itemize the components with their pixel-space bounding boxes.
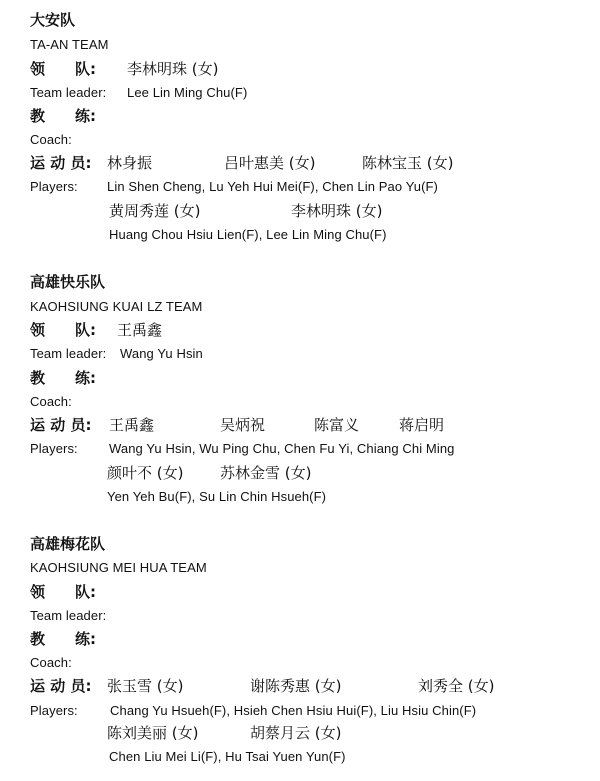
players-label-zh: 运 动 员: xyxy=(30,677,92,695)
players-en-row2: Yen Yeh Bu(F), Su Lin Chin Hsueh(F) xyxy=(107,489,327,504)
players-label-zh: 运 动 员: xyxy=(30,154,92,172)
players-label-en: Players: xyxy=(30,441,78,456)
players-en-row2: Huang Chou Hsiu Lien(F), Lee Lin Ming Chu(F) xyxy=(109,227,387,242)
coach-label-en: Coach: xyxy=(30,394,72,409)
leader-name-en: Wang Yu Hsin xyxy=(120,346,203,361)
player-zh: 苏林金雪 (女) xyxy=(220,464,312,482)
player-zh: 陈富义 xyxy=(314,416,360,434)
team-title-zh: 高雄梅花队 xyxy=(30,535,106,553)
player-zh: 李林明珠 (女) xyxy=(291,202,383,220)
players-en-row2: Chen Liu Mei Li(F), Hu Tsai Yuen Yun(F) xyxy=(109,749,346,764)
player-zh: 刘秀全 (女) xyxy=(418,677,495,695)
coach-label-en: Coach: xyxy=(30,132,72,147)
coach-label-en: Coach: xyxy=(30,655,72,670)
player-zh: 黄周秀莲 (女) xyxy=(109,202,201,220)
players-en-row1: Lin Shen Cheng, Lu Yeh Hui Mei(F), Chen Lin Pao Yu(F) xyxy=(107,179,438,194)
players-label-zh: 运 动 员: xyxy=(30,416,92,434)
team-title-zh: 大安队 xyxy=(30,11,76,29)
player-zh: 张玉雪 (女) xyxy=(107,677,184,695)
leader-name-en: Lee Lin Ming Chu(F) xyxy=(127,85,248,100)
players-en-row1: Wang Yu Hsin, Wu Ping Chu, Chen Fu Yi, Chiang Chi Ming xyxy=(109,441,455,456)
coach-label-zh: 教 练: xyxy=(30,630,96,648)
coach-label-zh: 教 练: xyxy=(30,107,96,125)
team-title-en: KAOHSIUNG KUAI LZ TEAM xyxy=(30,299,203,314)
player-zh: 胡蔡月云 (女) xyxy=(250,724,342,742)
players-en-row1: Chang Yu Hsueh(F), Hsieh Chen Hsiu Hui(F), Liu Hsiu Chin(F) xyxy=(110,703,477,718)
player-zh: 陈刘美丽 (女) xyxy=(107,724,199,742)
leader-label-zh: 领 队: xyxy=(30,60,96,78)
leader-name-zh: 王禹鑫 xyxy=(117,321,163,339)
players-label-en: Players: xyxy=(30,703,78,718)
leader-label-zh: 领 队: xyxy=(30,321,96,339)
team-title-zh: 高雄快乐队 xyxy=(30,273,106,291)
player-zh: 林身振 xyxy=(107,154,153,172)
player-zh: 颜叶不 (女) xyxy=(107,464,184,482)
player-zh: 吕叶惠美 (女) xyxy=(224,154,316,172)
leader-name-zh: 李林明珠 (女) xyxy=(127,60,219,78)
leader-label-zh: 领 队: xyxy=(30,583,96,601)
team-title-en: KAOHSIUNG MEI HUA TEAM xyxy=(30,560,207,575)
player-zh: 陈林宝玉 (女) xyxy=(362,154,454,172)
players-label-en: Players: xyxy=(30,179,78,194)
player-zh: 吴炳祝 xyxy=(220,416,266,434)
team-title-en: TA-AN TEAM xyxy=(30,37,109,52)
player-zh: 谢陈秀惠 (女) xyxy=(250,677,342,695)
leader-label-en: Team leader: xyxy=(30,608,107,623)
player-zh: 王禹鑫 xyxy=(109,416,155,434)
coach-label-zh: 教 练: xyxy=(30,369,96,387)
leader-label-en: Team leader: xyxy=(30,85,107,100)
player-zh: 蒋启明 xyxy=(399,416,445,434)
leader-label-en: Team leader: xyxy=(30,346,107,361)
